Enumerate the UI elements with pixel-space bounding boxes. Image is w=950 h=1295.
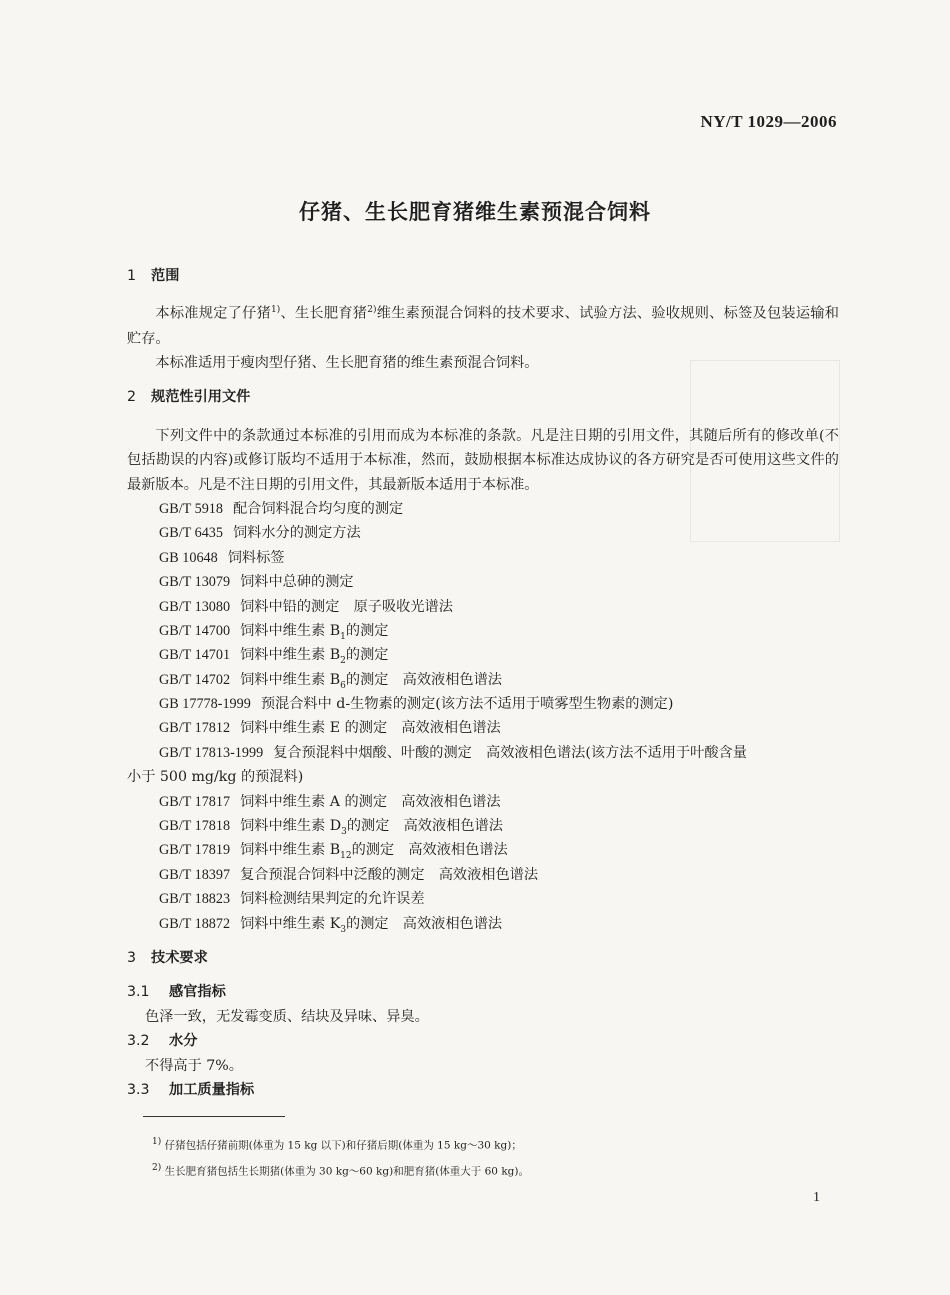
reference-item: GB/T 14700 饲料中维生素 $B_1$的测定 [159,622,389,642]
reference-item: GB/T 5918 配合饲料混合均匀度的测定 [159,500,404,517]
page-number: 1 [813,1190,820,1205]
section-title: 范围 [151,268,180,284]
reference-item: GB/T 17813-1999 复合预混料中烟酸、叶酸的测定 高效液相色谱法(该方法不适用于叶酸含量 [159,744,747,761]
scope-paragraph-2: 本标准适用于瘦肉型仔猪、生长肥育猪的维生素预混合饲料。 [155,354,539,371]
reference-item-continuation: 小于 500 mg/kg 的预混料) [127,769,304,786]
reference-item: GB/T 14702 饲料中维生素 $B_6$的测定 高效液相色谱法 [159,671,502,691]
reference-item: GB/T 18872 饲料中维生素 $K_3$的测定 高效液相色谱法 [159,915,503,935]
reference-item: GB/T 18397 复合预混合饲料中泛酸的测定 高效液相色谱法 [159,866,539,883]
section-number: 1 [127,268,137,284]
section-1-heading [127,264,839,288]
footnotes [152,1131,529,1182]
references-intro: 下列文件中的条款通过本标准的引用而成为本标准的条款。凡是注日期的引用文件，其随后所有的修改单(不包括勘误的内容)或修订版均不适用于本标准，然而，鼓励根据本标准达成协议的各方研究是否可使用这些文件的最新版本。凡是不注日期的引用文件，其最新版本适用于本标准。 [127,427,839,493]
reference-item: GB/T 13080 饲料中铅的测定 原子吸收光谱法 [159,598,453,615]
section-number: 3 [127,950,137,967]
footnote-1: $^{1)}$ 仔猪包括仔猪前期(体重为 15 kg 以下)和仔猪后期(体重为 15 kg～30 kg)； [152,1137,522,1152]
section-title: 技术要求 [151,950,208,967]
reference-item: GB/T 13079 饲料中总砷的测定 [159,574,354,591]
subsection-3-1-heading: 3.1 感官指标 [127,984,226,1001]
page-title: 仔猪、生长肥育猪维生素预混合饲料 [299,200,651,224]
sensory-requirement: 色泽一致，无发霉变质、结块及异味、异臭。 [145,1008,429,1025]
reference-item: GB/T 17817 饲料中维生素 A 的测定 高效液相色谱法 [159,793,501,810]
reference-item: GB/T 18823 饲料检测结果判定的允许误差 [159,891,425,908]
reference-item: GB/T 6435 饲料水分的测定方法 [159,525,361,542]
footnote-2: $^{2)}$ 生长肥育猪包括生长期猪(体重为 30 kg～60 kg)和肥育猪(体重大于 60 kg)。 [152,1162,530,1177]
reference-item: GB/T 17819 饲料中维生素 $B_{12}$的测定 高效液相色谱法 [159,842,508,862]
section-title: 规范性引用文件 [151,389,251,406]
subsection-3-2-heading: 3.2 水分 [127,1033,198,1050]
reference-item: GB/T 14701 饲料中维生素 $B_2$的测定 [159,647,389,667]
subsection-3-3-heading: 3.3 加工质量指标 [127,1081,255,1098]
moisture-requirement: 不得高于 7%。 [145,1057,243,1074]
section-2-heading [127,385,839,409]
scope-paragraph-1: 本标准规定了仔猪$^{1)}$、生长肥育猪$^{2)}$维生素预混合饲料的技术要求、试验方法、验收规则、标签及包装运输和贮存。 [127,305,839,347]
reference-item: GB/T 17818 饲料中维生素 $D_3$的测定 高效液相色谱法 [159,818,503,837]
standard-code: NY/T 1029—2006 [700,112,837,131]
reference-item: GB/T 17812 饲料中维生素 E 的测定 高效液相色谱法 [159,720,501,737]
document-body [127,264,839,1102]
reference-item: GB 10648 饲料标签 [159,549,285,566]
section-number: 2 [127,389,137,406]
reference-item: GB 17778-1999 预混合料中 d-生物素的测定(该方法不适用于喷雾型生物素的测定) [159,696,674,713]
footnote-divider [143,1116,285,1117]
section-3-heading [127,946,839,970]
